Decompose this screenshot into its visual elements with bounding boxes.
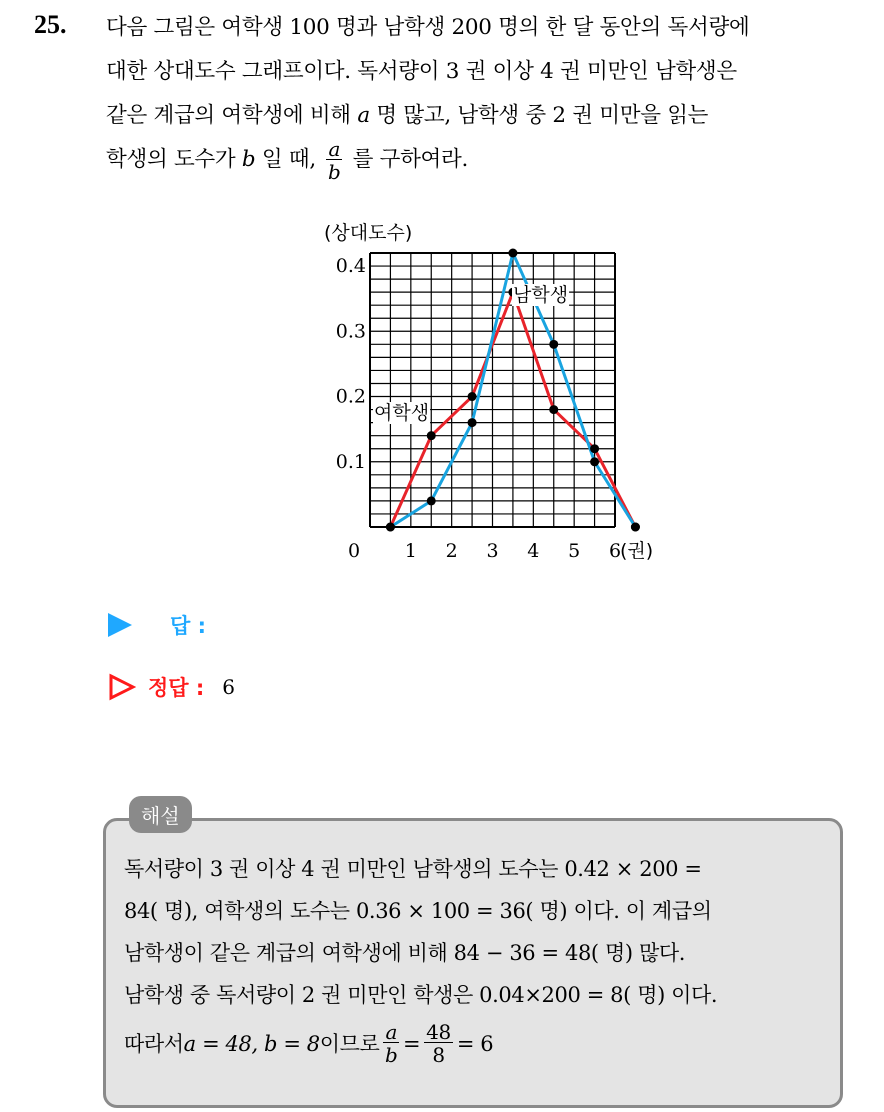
- y-tick-label: 0.4: [335, 255, 366, 278]
- data-point: [508, 249, 517, 258]
- question-line: 다음 그림은 여학생 100 명과 남학생 200 명의 한 달 동안의 독서량에: [106, 15, 750, 40]
- x-tick-label: 5: [568, 540, 581, 562]
- y-axis-label: (상대도수): [324, 222, 413, 244]
- play-triangle-icon: [108, 613, 132, 637]
- data-point: [427, 496, 436, 505]
- question-line: 대한 상대도수 그래프이다. 독서량이 3 권 이상 4 권 미만인 남학생은: [106, 59, 737, 84]
- variable-a: a: [357, 103, 370, 128]
- chart-grid: [370, 253, 615, 527]
- y-tick-label: 0.2: [335, 385, 366, 408]
- solution-line: 독서량이 3 권 이상 4 권 미만인 남학생의 도수는 0.42 × 200 =: [124, 857, 702, 881]
- data-point: [386, 523, 395, 532]
- x-axis-label: (권): [620, 540, 654, 562]
- solution-conclusion: 따라서 a = 48, b = 8 이므로 $\frac{a}{b}$ = $\frac{48}{8}$ = 6: [124, 1020, 494, 1067]
- solution-tag: 해설: [129, 796, 192, 833]
- question-text: [106, 6, 866, 182]
- question-line: 학생의 도수가 b 일 때, $\frac{a}{b}$ 를 구하여라.: [106, 136, 469, 184]
- answer-label: 답 :: [170, 614, 206, 638]
- solution-line: 남학생이 같은 계급의 여학생에 비해 84 − 36 = 48( 명) 많다.: [124, 941, 685, 965]
- correct-answer-value: 6: [222, 675, 236, 699]
- data-point: [427, 431, 436, 440]
- data-point: [590, 457, 599, 466]
- x-tick-label: 2: [445, 540, 458, 562]
- origin-label: 0: [347, 540, 361, 562]
- fraction-48-over-8: $\frac{48}{8}$: [426, 1020, 451, 1067]
- x-tick-label: 3: [486, 540, 499, 562]
- correct-answer-label: 정답 :: [148, 676, 205, 700]
- answer-row: [108, 610, 206, 640]
- fraction-a-over-b: $\frac{a}{b}$: [327, 136, 341, 184]
- question-number: 25.: [34, 10, 67, 39]
- data-point: [549, 340, 558, 349]
- relative-frequency-chart: [300, 215, 660, 565]
- correct-answer-row: [108, 672, 235, 702]
- data-point: [631, 523, 640, 532]
- series-label-girls: 여학생: [374, 402, 430, 424]
- data-point: [468, 418, 477, 427]
- y-tick-label: 0.3: [335, 320, 366, 343]
- question-line: 같은 계급의 여학생에 비해 a 명 많고, 남학생 중 2 권 미만을 읽는: [106, 103, 709, 128]
- y-tick-label: 0.1: [335, 450, 366, 473]
- fraction-a-over-b: $\frac{a}{b}$: [385, 1020, 398, 1067]
- outline-triangle-icon: [108, 673, 136, 701]
- x-tick-label: 6: [608, 540, 622, 562]
- x-tick-label: 1: [404, 540, 417, 562]
- solution-line: 84( 명), 여학생의 도수는 0.36 × 100 = 36( 명) 이다. 이 계급의: [124, 899, 712, 923]
- solution-variables: a = 48, b = 8: [183, 1031, 320, 1056]
- variable-b: b: [241, 147, 256, 172]
- data-point: [468, 392, 477, 401]
- solution-text: [124, 848, 836, 1065]
- series-label-boys: 남학생: [513, 284, 569, 306]
- data-point: [549, 405, 558, 414]
- data-point: [590, 444, 599, 453]
- x-tick-label: 4: [527, 540, 540, 562]
- solution-line: 남학생 중 독서량이 2 권 미만인 학생은 0.04×200 = 8( 명) 이다.: [124, 983, 718, 1007]
